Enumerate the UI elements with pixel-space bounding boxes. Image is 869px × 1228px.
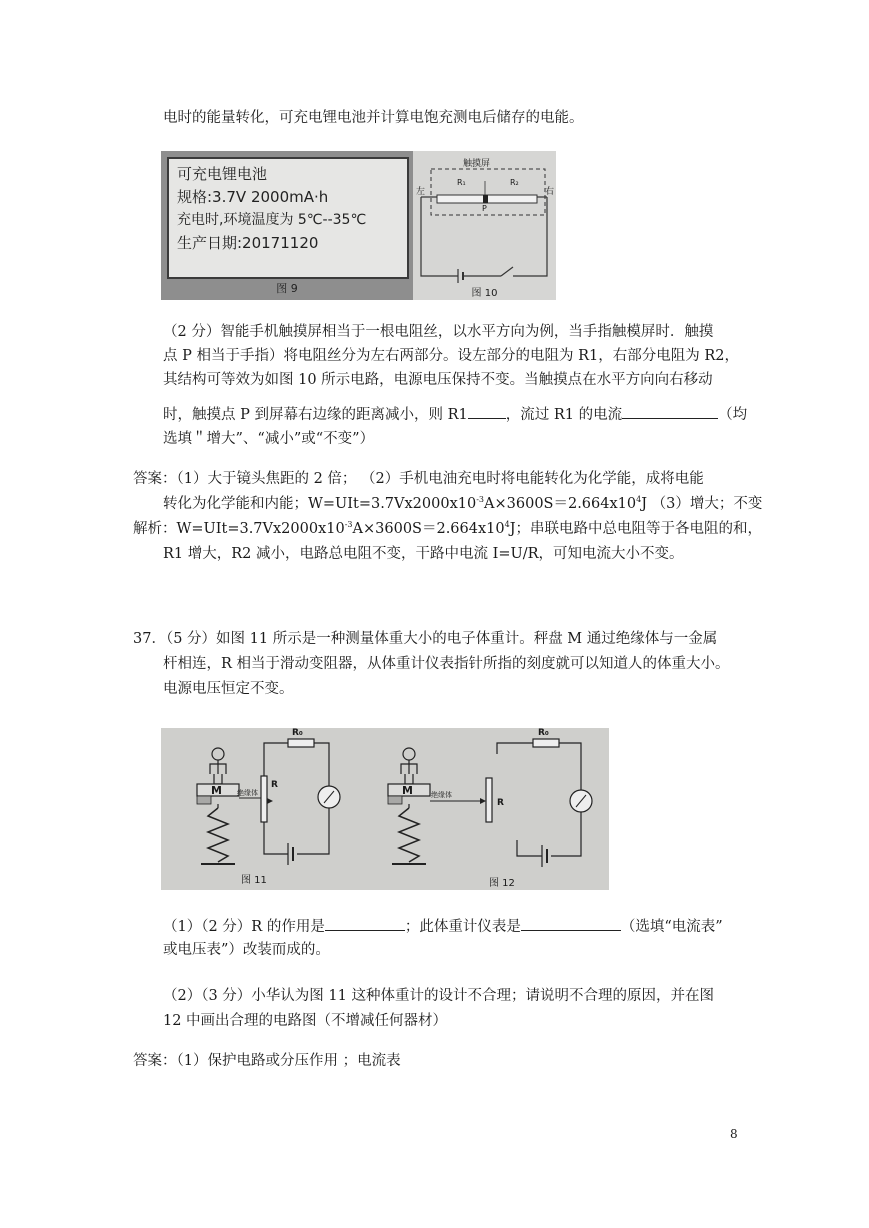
- question-37-part-1-line-2: 或电压表”）改装而成的。: [163, 942, 330, 958]
- fig11-m-label: M: [211, 784, 222, 797]
- q3-text-b: ，流过 R1 的电流: [505, 407, 623, 423]
- figure-10-drawing: [413, 151, 556, 300]
- p-label: P: [482, 204, 487, 213]
- battery-label-spec: 规格:3.7V 2000mA·h: [177, 188, 329, 206]
- answer-1-formula-b: A×3600S＝2.664x10: [484, 496, 637, 512]
- answer-blank-current[interactable]: [622, 404, 718, 419]
- right-label: 右: [545, 187, 555, 197]
- left-label: 左: [416, 187, 426, 197]
- question-3-line-3: 其结构可等效为如图 10 所示电路，电源电压保持不变。当触摸点在水平方向向右移动: [163, 372, 713, 388]
- answer-1-formula-c: J （3）增大；不变: [641, 496, 763, 512]
- r2-label: R₂: [510, 178, 519, 187]
- page-number: 8: [730, 1127, 738, 1141]
- figure-10: [413, 151, 556, 300]
- touch-screen-label: 触摸屏: [463, 159, 491, 169]
- question-3-line-4: [163, 404, 747, 425]
- answer-2: 答案：（1）保护电路或分压作用 ；电流表: [133, 1053, 401, 1069]
- figure-12-caption: 图 12: [489, 878, 515, 889]
- r1-label: R₁: [457, 178, 466, 187]
- q37-1-text-b: ；此体重计仪表是: [404, 919, 521, 935]
- figure-11-12-drawing: [161, 728, 609, 890]
- fig12-r-label: R: [497, 798, 504, 808]
- answer-1-formula-a: 转化为化学能和内能；W=UIt=3.7Vx2000x10: [163, 496, 477, 512]
- question-37-line-1: 37．（5 分）如图 11 所示是一种测量体重大小的电子体重计。秤盘 M 通过绝缘体与一金属: [133, 631, 718, 647]
- question-37-part-1: [163, 916, 723, 937]
- analysis-formula-b: A×3600S＝2.664x10: [352, 521, 505, 537]
- intro-line: 电时的能量转化，可充电锂电池并计算电饱充测电后储存的电能。: [163, 110, 584, 126]
- analysis-formula-a: 解析：W=UIt=3.7Vx2000x10: [133, 521, 345, 537]
- figure-9: [161, 151, 413, 300]
- exponent: 4: [636, 495, 642, 505]
- question-37-line-2: 杆相连，R 相当于滑动变阻器，从体重计仪表指针所指的刻度就可以知道人的体重大小。: [163, 656, 730, 672]
- question-37-part-2-line-2: 12 中画出合理的电路图（不增减任何器材）: [163, 1013, 448, 1029]
- q37-1-text-a: （1）（2 分）R 的作用是: [163, 919, 325, 935]
- q3-text-c: （均: [718, 407, 748, 423]
- figure-11-caption: 图 11: [241, 875, 267, 886]
- battery-label-title: 可充电锂电池: [177, 165, 268, 183]
- fig11-r-label: R: [271, 780, 278, 790]
- analysis-line-1: [133, 519, 762, 539]
- question-3-line-5: 选填＂增大”、“减小”或“不变”）: [163, 431, 375, 447]
- answer-blank-meter-type[interactable]: [521, 916, 621, 931]
- figure-11-12: [161, 728, 609, 890]
- question-3-line-2: 点 P 相当于手指）将电阻丝分为左右两部分。设左部分的电阻为 R1，右部分电阻为 R2，: [163, 348, 739, 364]
- figure-10-caption: 图 10: [471, 288, 498, 299]
- answer-1-line-2: [163, 494, 762, 514]
- fig12-r0-label: R₀: [538, 728, 549, 738]
- analysis-formula-c: J；串联电路中总电阻等于各电阻的和，: [509, 521, 763, 537]
- fig12-m-label: M: [402, 784, 413, 797]
- question-3-line-1: （2 分）智能手机触摸屏相当于一根电阻丝，以水平方向为例，当手指触模屏时．触摸: [163, 324, 714, 340]
- question-37-line-3: 电源电压恒定不变。: [163, 681, 294, 697]
- q37-1-text-c: （选填“电流表”: [620, 919, 723, 935]
- answer-blank-r1[interactable]: [468, 404, 506, 419]
- exponent: 4: [504, 520, 510, 530]
- fig12-insulator-label: 绝缘体: [431, 791, 452, 799]
- fig11-r0-label: R₀: [292, 728, 303, 738]
- figure-9-caption: 图 9: [276, 282, 298, 295]
- answer-1-line-1: 答案：（1）大于镜头焦距的 2 倍； （2）手机电油充电时将电能转化为化学能，成将电能: [133, 471, 704, 487]
- analysis-line-2: R1 增大，R2 减小，电路总电阻不变，干路中电流 I=U/R，可知电流大小不变。: [163, 546, 684, 562]
- q3-text-a: 时，触摸点 P 到屏幕右边缘的距离减小，则 R1: [163, 407, 468, 423]
- battery-label-temp: 充电时,环境温度为 5℃--35℃: [177, 212, 367, 228]
- exponent: -3: [344, 520, 353, 530]
- exponent: -3: [476, 495, 485, 505]
- answer-blank-r-role[interactable]: [325, 916, 405, 931]
- battery-label-date: 生产日期:20171120: [177, 234, 319, 252]
- fig11-insulator-label: 绝缘体: [237, 789, 258, 797]
- question-37-part-2-line-1: （2）（3 分）小华认为图 11 这种体重计的设计不合理；请说明不合理的原因，并在图: [163, 988, 714, 1004]
